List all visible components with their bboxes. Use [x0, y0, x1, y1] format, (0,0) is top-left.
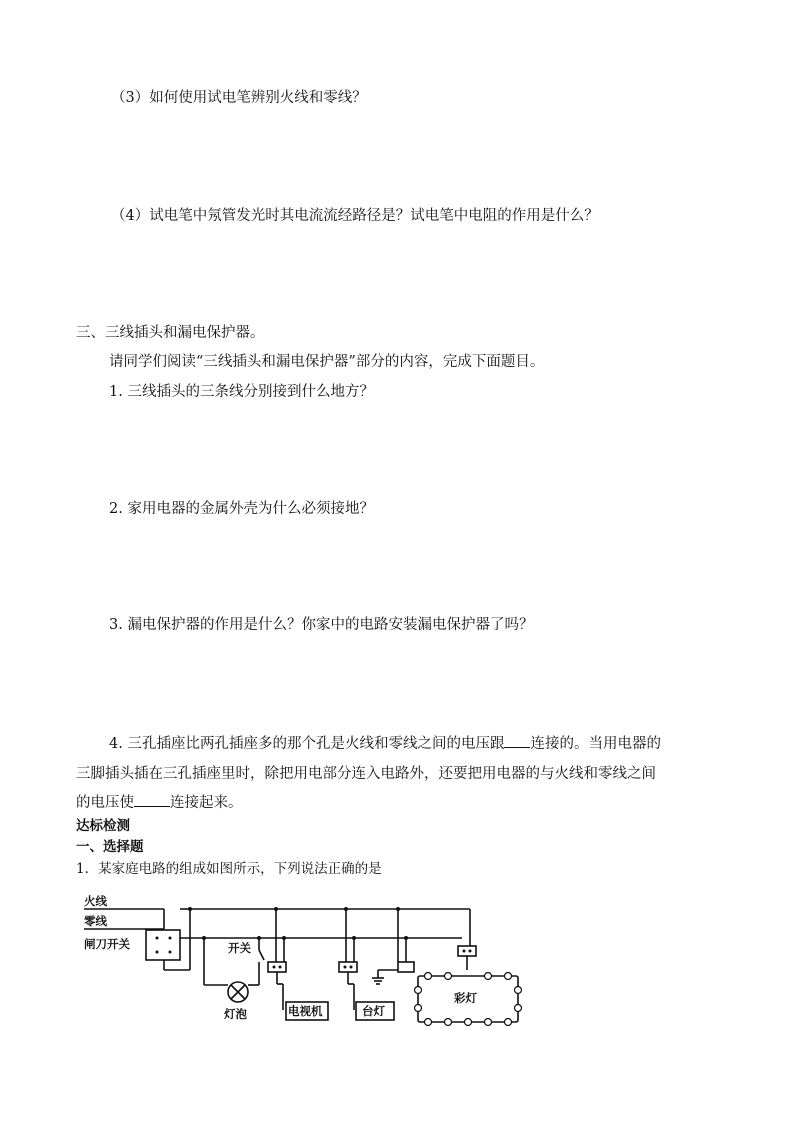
tv-label: 电视机 — [288, 1004, 323, 1018]
circuit-diagram — [78, 890, 528, 1035]
sub-question-2: 2. 家用电器的金属外壳为什么必须接地？ — [109, 501, 374, 517]
sub-question-4-line3 — [76, 791, 243, 812]
q4-text-b: 连接的。当用电器的 — [530, 736, 661, 752]
string-lights-label: 彩灯 — [454, 991, 477, 1005]
q4-text-d: 连接起来。 — [170, 795, 243, 811]
section-heading: 三、三线插头和漏电保护器。 — [76, 325, 265, 341]
sub-question-4-line1 — [109, 732, 661, 753]
knife-switch-box — [146, 930, 180, 960]
answer-blank-2[interactable] — [134, 794, 170, 807]
answer-blank-1[interactable] — [504, 735, 530, 748]
knife-switch-label: 闸刀开关 — [84, 937, 130, 951]
desk-lamp-label: 台灯 — [362, 1004, 385, 1018]
choice-question-1: 1．某家庭电路的组成如图所示，下列说法正确的是 — [76, 861, 382, 877]
check-subtitle: 一、选择题 — [76, 839, 144, 855]
sub-question-3: 3. 漏电保护器的作用是什么？你家中的电路安装漏电保护器了吗？ — [109, 617, 534, 633]
neutral-wire-label: 零线 — [84, 914, 107, 928]
section-intro: 请同学们阅读“三线插头和漏电保护器”部分的内容，完成下面题目。 — [109, 354, 545, 370]
q4-text-c: 的电压使 — [76, 795, 134, 811]
switch-label: 开关 — [228, 941, 251, 955]
bulb-label: 灯泡 — [224, 1007, 247, 1021]
live-wire-label: 火线 — [84, 894, 107, 908]
sub-question-4-line2: 三脚插头插在三孔插座里时，除把用电部分连入电路外，还要把用电器的与火线和零线之间 — [76, 766, 656, 782]
q4-text-a: 4. 三孔插座比两孔插座多的那个孔是火线和零线之间的电压跟 — [109, 736, 505, 752]
check-title: 达标检测 — [76, 818, 130, 834]
sub-question-1: 1. 三线插头的三条线分别接到什么地方？ — [109, 384, 374, 400]
question-4: （4）试电笔中氖管发光时其电流流经路径是？试电笔中电阻的作用是什么？ — [111, 208, 599, 224]
question-3: （3）如何使用试电笔辨别火线和零线？ — [111, 90, 367, 106]
